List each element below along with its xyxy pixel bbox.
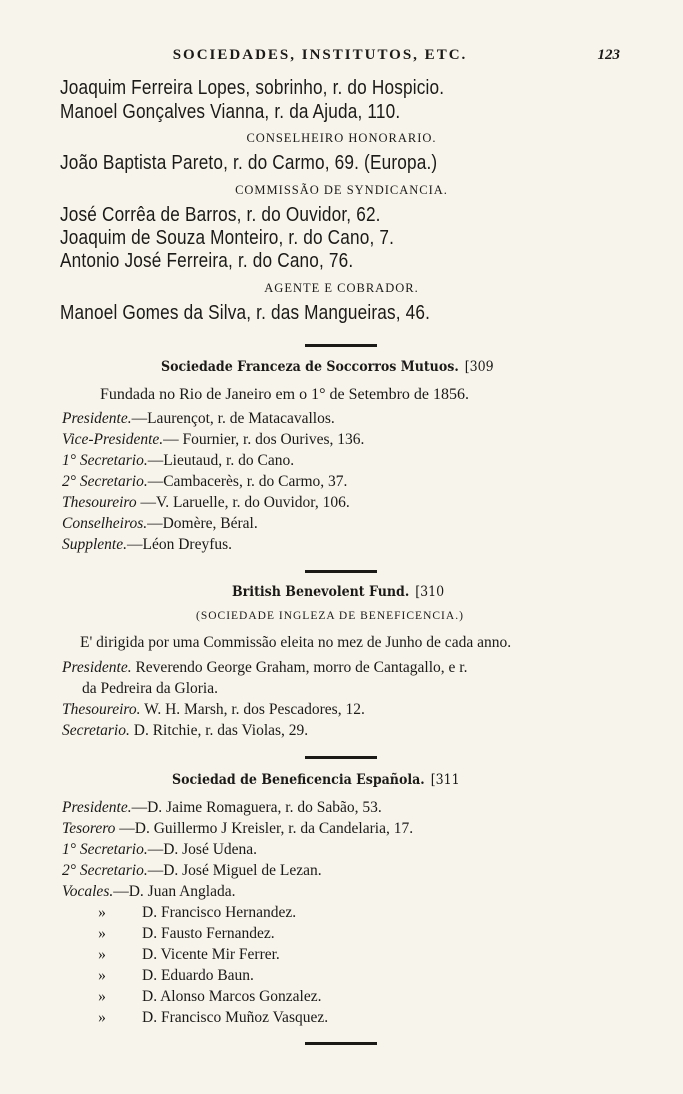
syndicancia-entry: Antonio José Ferreira, r. do Cano, 76. xyxy=(60,250,354,272)
officer-row: Vocales.—D. Juan Anglada. xyxy=(62,883,236,900)
officer-row: 2° Secretario.—D. José Miguel de Lezan. xyxy=(62,862,322,879)
section-heading-agente: AGENTE E COBRADOR. xyxy=(264,281,419,295)
member-line: Joaquim Ferreira Lopes, sobrinho, r. do Hospicio. xyxy=(60,77,445,99)
vocal-row: » D. Francisco Hernandez. xyxy=(98,904,297,921)
section-heading-conselheiro: CONSELHEIRO HONORARIO. xyxy=(246,131,437,145)
officer-row: Presidente. Reverendo George Graham, morro de Cantagallo, e r. xyxy=(62,659,468,676)
section-title-franceza xyxy=(161,359,494,375)
officer-row: 1° Secretario.—D. José Udena. xyxy=(62,841,258,858)
officer-row: Conselheiros.—Domère, Béral. xyxy=(62,515,258,532)
vocal-row: » D. Francisco Muñoz Vasquez. xyxy=(98,1009,329,1026)
vocal-row: » D. Alonso Marcos Gonzalez. xyxy=(98,988,322,1005)
section-divider xyxy=(305,344,377,347)
section-divider xyxy=(305,756,377,759)
franceza-title: Sociedade Franceza de Soccorros Mutuos. xyxy=(161,359,459,375)
vocal-row: » D. Vicente Mir Ferrer. xyxy=(98,946,280,963)
officer-row: Supplente.—Léon Dreyfus. xyxy=(62,536,233,553)
section-divider xyxy=(305,570,377,573)
syndicancia-entry: José Corrêa de Barros, r. do Ouvidor, 62. xyxy=(60,204,381,226)
officer-row: Secretario. D. Ritchie, r. das Violas, 29. xyxy=(62,722,309,739)
franceza-ref: [309 xyxy=(464,359,494,375)
section-title-espanola xyxy=(172,772,460,788)
page-number: 123 xyxy=(597,47,620,63)
british-subtitle: (SOCIEDADE INGLEZA DE BENEFICENCIA.) xyxy=(196,610,464,622)
syndicancia-entry: Joaquim de Souza Monteiro, r. do Cano, 7. xyxy=(60,227,395,249)
franceza-founded: Fundada no Rio de Janeiro em o 1° de Setembro de 1856. xyxy=(100,386,469,403)
vocal-row: » D. Fausto Fernandez. xyxy=(98,925,275,942)
british-intro: E' dirigida por uma Commissão eleita no mez de Junho de cada anno. xyxy=(80,634,512,651)
header-title: SOCIEDADES, INSTITUTOS, ETC. xyxy=(172,47,468,63)
officer-row: da Pedreira da Gloria. xyxy=(82,680,218,697)
section-heading-syndicancia: COMMISSÃO DE SYNDICANCIA. xyxy=(235,183,448,197)
officer-row: Presidente.—Laurençot, r. de Matacavallos. xyxy=(62,410,335,427)
officer-row: Presidente.—D. Jaime Romaguera, r. do Sabão, 53. xyxy=(62,799,382,816)
espanola-title: Sociedad de Beneficencia Española. xyxy=(172,772,425,788)
officer-row: 2° Secretario.—Cambacerès, r. do Carmo, 37. xyxy=(62,473,348,490)
officer-row: 1° Secretario.—Lieutaud, r. do Cano. xyxy=(62,452,295,469)
member-line: Manoel Gonçalves Vianna, r. da Ajuda, 110. xyxy=(60,101,401,123)
espanola-ref: [311 xyxy=(430,772,460,788)
british-title: British Benevolent Fund. xyxy=(232,584,410,600)
officer-row: Tesorero —D. Guillermo J Kreisler, r. da Candelaria, 17. xyxy=(62,820,414,837)
running-header xyxy=(60,47,620,71)
vocal-row: » D. Eduardo Baun. xyxy=(98,967,254,984)
agente-entry: Manoel Gomes da Silva, r. das Mangueiras, 46. xyxy=(60,302,431,324)
officer-row: Thesoureiro —V. Laruelle, r. do Ouvidor, 106. xyxy=(62,494,350,511)
officer-row: Vice-Presidente.— Fournier, r. dos Ourives, 136. xyxy=(62,431,365,448)
conselheiro-entry: João Baptista Pareto, r. do Carmo, 69. (Europa.) xyxy=(60,152,438,174)
officer-row: Thesoureiro. W. H. Marsh, r. dos Pescadores, 12. xyxy=(62,701,365,718)
section-divider xyxy=(305,1042,377,1045)
section-title-british xyxy=(232,584,444,600)
british-ref: [310 xyxy=(415,584,445,600)
